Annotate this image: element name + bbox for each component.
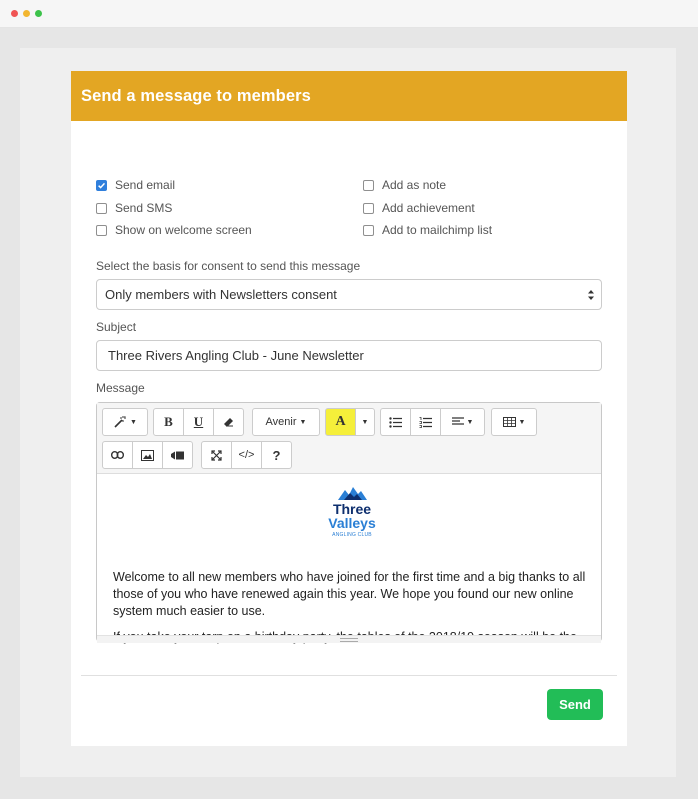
checkbox-checked-icon <box>96 180 107 191</box>
checkbox-label: Add achievement <box>382 201 475 215</box>
checkbox-unchecked-icon <box>96 203 107 214</box>
magic-wand-icon <box>113 415 127 429</box>
bullet-list-icon <box>389 417 402 428</box>
consent-selected-value: Only members with Newsletters consent <box>105 287 337 302</box>
dialog-title: Send a message to members <box>81 87 311 105</box>
help-button[interactable]: ? <box>261 441 292 469</box>
minimize-window-button[interactable] <box>23 10 30 17</box>
font-name-dropdown[interactable] <box>252 408 320 436</box>
code-view-button[interactable]: </> <box>231 441 262 469</box>
style-button[interactable] <box>102 408 148 436</box>
add-to-mailchimp-checkbox[interactable] <box>363 222 492 238</box>
numbered-list-icon <box>419 417 432 428</box>
add-achievement-checkbox[interactable] <box>363 200 475 216</box>
dialog-header <box>71 71 627 121</box>
list-group <box>380 408 485 436</box>
underline-button[interactable]: U <box>183 408 214 436</box>
insert-group <box>102 441 193 469</box>
checkbox-label: Show on welcome screen <box>115 223 252 237</box>
mountain-icon <box>326 485 378 501</box>
fullscreen-button[interactable] <box>201 441 232 469</box>
color-group <box>325 408 375 436</box>
logo-line-3: ANGLING CLUB <box>332 532 372 538</box>
unordered-list-button[interactable] <box>380 408 411 436</box>
consent-select[interactable] <box>96 279 602 310</box>
checkbox-unchecked-icon <box>363 225 374 236</box>
checkbox-label: Send email <box>115 178 176 192</box>
font-name-value: Avenir <box>265 416 297 428</box>
send-message-dialog <box>71 71 627 746</box>
close-window-button[interactable] <box>11 10 18 17</box>
club-logo <box>326 485 378 545</box>
send-email-checkbox[interactable] <box>96 177 175 193</box>
align-left-icon <box>452 417 464 427</box>
grip-icon <box>340 638 358 642</box>
message-editor <box>96 402 602 642</box>
checkbox-label: Add as note <box>382 178 447 192</box>
chevron-down-icon: ▼ <box>299 418 307 426</box>
ordered-list-button[interactable] <box>410 408 441 436</box>
paragraph-align-button[interactable] <box>440 408 485 436</box>
send-sms-checkbox[interactable] <box>96 200 172 216</box>
video-icon <box>171 451 184 460</box>
insert-picture-button[interactable] <box>132 441 163 469</box>
bold-button[interactable]: B <box>153 408 184 436</box>
window-titlebar <box>0 0 698 28</box>
checkbox-label: Send SMS <box>115 201 173 215</box>
consent-label: Select the basis for consent to send this message <box>96 259 361 273</box>
maximize-window-button[interactable] <box>35 10 42 17</box>
editor-content[interactable] <box>97 475 601 635</box>
view-group <box>201 441 292 469</box>
checkbox-unchecked-icon <box>363 203 374 214</box>
add-as-note-checkbox[interactable] <box>363 177 446 193</box>
image-icon <box>141 450 154 461</box>
table-group <box>491 408 537 436</box>
subject-input[interactable] <box>96 340 602 371</box>
eraser-icon <box>223 416 235 428</box>
font-name-group <box>252 408 320 436</box>
subject-value: Three Rivers Angling Club - June Newsletter <box>108 348 364 363</box>
insert-video-button[interactable] <box>162 441 193 469</box>
checkbox-unchecked-icon <box>96 225 107 236</box>
logo-line-1: Three <box>332 501 372 517</box>
font-style-group <box>153 408 244 436</box>
message-label: Message <box>96 381 145 395</box>
select-arrows-icon <box>587 289 595 301</box>
checkbox-label: Add to mailchimp list <box>382 223 493 237</box>
table-button[interactable] <box>491 408 537 436</box>
chevron-down-icon: ▼ <box>466 418 474 426</box>
editor-resize-handle[interactable] <box>97 635 601 643</box>
editor-toolbar <box>97 403 601 474</box>
message-paragraph: Welcome to all new members who have joined for the first time and a big thanks to all those of you who have renewed again this year. We hope you found our new online system much easier to use. <box>113 570 586 618</box>
text-color-button[interactable]: A <box>325 408 356 436</box>
footer-divider <box>81 675 617 676</box>
color-dropdown-button[interactable] <box>355 408 375 436</box>
chevron-down-icon: ▼ <box>130 418 137 426</box>
send-button[interactable]: Send <box>547 689 603 720</box>
insert-link-button[interactable] <box>102 441 133 469</box>
logo-line-2: Valleys <box>328 515 376 531</box>
clear-format-button[interactable] <box>213 408 244 436</box>
table-icon <box>503 417 516 427</box>
show-on-welcome-screen-checkbox[interactable] <box>96 222 252 238</box>
chevron-down-icon: ▼ <box>361 418 369 426</box>
checkbox-unchecked-icon <box>363 180 374 191</box>
link-icon <box>111 451 124 459</box>
style-group <box>102 408 148 436</box>
subject-label: Subject <box>96 320 137 334</box>
chevron-down-icon: ▼ <box>518 418 526 426</box>
expand-icon <box>211 450 222 461</box>
